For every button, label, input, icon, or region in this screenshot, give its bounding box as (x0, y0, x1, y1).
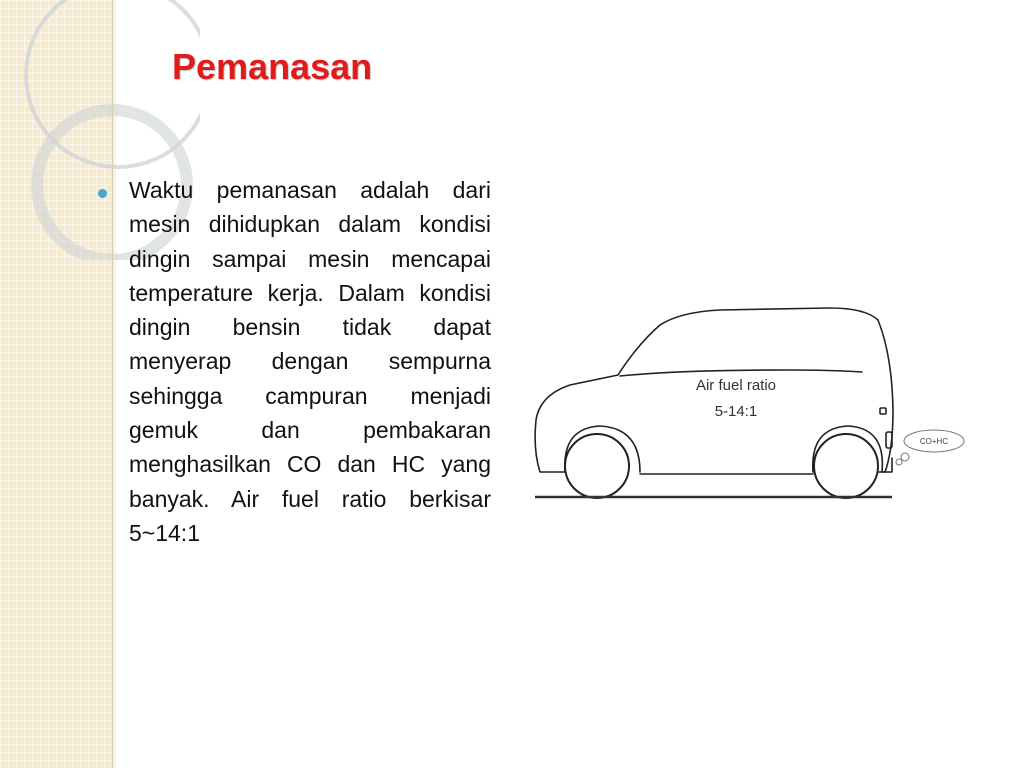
slide-title: Pemanasan (172, 46, 373, 87)
exhaust-label: CO+HC (919, 437, 949, 446)
rear-wheel (814, 434, 878, 498)
body-paragraph: Waktu pemanasan adalah dari mesin dihidupkan dalam kondisi dingin sampai mesin mencapai temperature kerja. Dalam kondisi dingin bensin tidak dapat menyerap dengan sempurna sehingga campuran menjadi gemuk dan pembakaran menghasilkan CO dan HC yang banyak. Air fuel ratio berkisar 5~14:1 (129, 177, 491, 546)
front-wheel (565, 434, 629, 498)
car-diagram (530, 300, 970, 510)
exhaust-cloud (896, 430, 964, 465)
air-fuel-ratio-value: 5-14:1 (714, 403, 758, 420)
air-fuel-ratio-label: Air fuel ratio (695, 377, 777, 394)
bullet-icon (98, 189, 107, 198)
